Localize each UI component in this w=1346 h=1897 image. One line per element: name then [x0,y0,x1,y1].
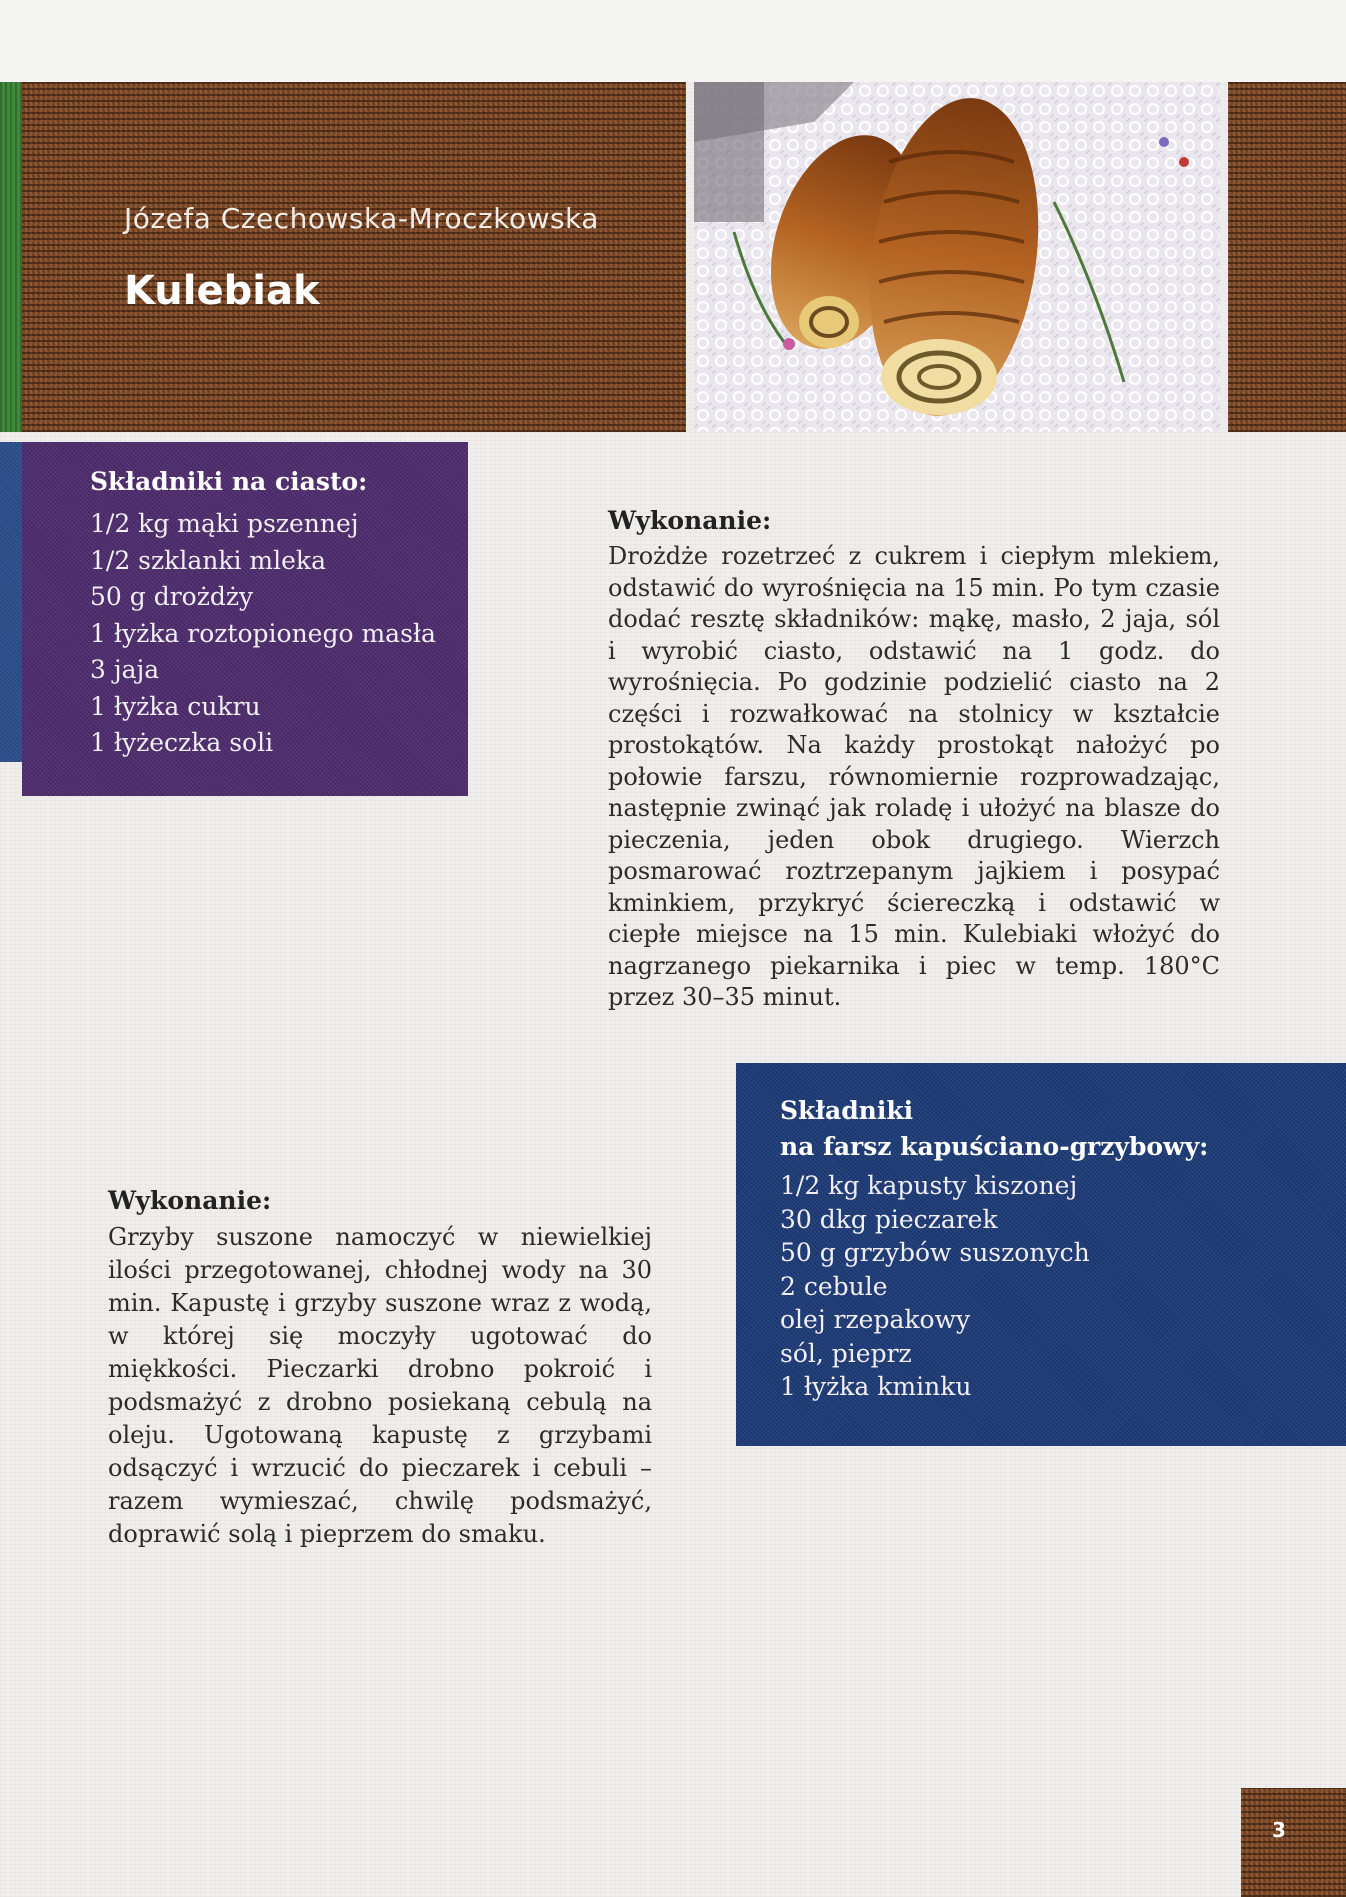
list-item: 1/2 kg mąki pszennej [90,509,359,538]
author-name: Józefa Czechowska-Mroczkowska [124,202,599,235]
list-item: 1 łyżka kminku [780,1372,972,1401]
list-item: 1 łyżka cukru [90,691,261,721]
list-item: 3 jaja [90,655,160,684]
dough-instructions [608,505,1220,1014]
filling-instructions-text: Grzyby suszone namoczyć w niewielkiej ilości przegotowanej, chłodnej wody na 30 min. Kapustę i grzyby suszone wraz z wodą, w której się moczyły ugotować do miękkości. Pieczarki drobno pokroić i podsmażyć z drobno posiekaną cebulą na oleju. Ugotowaną kapustę z grzybami odsączyć i wrzucić do pieczarek i cebuli – razem wymieszać, chwilę podsmażyć, doprawić solą i pieprzem do smaku. [108,1223,652,1548]
list-item: 2 cebule [780,1271,888,1301]
filling-ingredients-heading-line1: Składniki [780,1096,914,1125]
dough-ingredients-box [22,442,468,796]
top-margin [0,0,1346,82]
list-item: 1/2 szklanki mleka [90,545,326,575]
recipe-title: Kulebiak [124,268,320,314]
list-item: 30 dkg pieczarek [780,1204,998,1234]
list-item: 1 łyżeczka soli [90,728,274,757]
header-band-right [1228,82,1346,432]
list-item: 1/2 kg kapusty kiszonej [780,1171,1078,1200]
list-item: sól, pieprz [780,1338,912,1368]
filling-instructions-heading: Wykonanie: [108,1186,272,1215]
dough-ingredients-heading: Składniki na ciasto: [90,467,368,496]
list-item: olej rzepakowy [780,1305,971,1334]
dough-instructions-heading: Wykonanie: [608,506,772,535]
filling-ingredients-list [780,1169,1208,1404]
green-edge-strip [0,82,22,432]
page-number: 3 [1272,1818,1286,1842]
kulebiak-photo [694,82,1220,432]
list-item: 50 g grzybów suszonych [780,1238,1090,1267]
list-item: 1 łyżka roztopionego masła [90,618,436,648]
page-number-tab [1241,1788,1346,1897]
blue-edge-strip [0,442,22,762]
header-band [0,82,686,432]
filling-ingredients-heading-line2: na farsz kapuściano-grzybowy: [780,1132,1209,1161]
dough-instructions-text: Drożdże rozetrzeć z cukrem i ciepłym mlekiem, odstawić do wyrośnięcia na 15 min. Po tym czasie dodać resztę składników: mąkę, masło, 2 jaja, sól i wyrobić ciasto, odstawić na 1 godz. do wyrośnięcia. Po godzinie podzielić ciasto na 2 części i rozwałkować na stolnicy w kształcie prostokątów. Na każdy prostokąt nałożyć po połowie farszu, równomiernie rozprowadzając, następnie zwinąć jak roladę i ułożyć na blasze do pieczenia, jeden obok drugiego. Wierzch posmarować roztrzepanym jajkiem i posypać kminkiem, przykryć ściereczką i odstawić w ciepłe miejsce na 15 min. Kulebiaki włożyć do nagrzanego piekarnika i piec w temp. 180°C przez 30–35 minut. [608,542,1220,1011]
filling-ingredients-box [736,1063,1346,1446]
filling-instructions [108,1185,652,1551]
list-item: 50 g drożdży [90,582,254,611]
dough-ingredients-list [90,506,436,762]
